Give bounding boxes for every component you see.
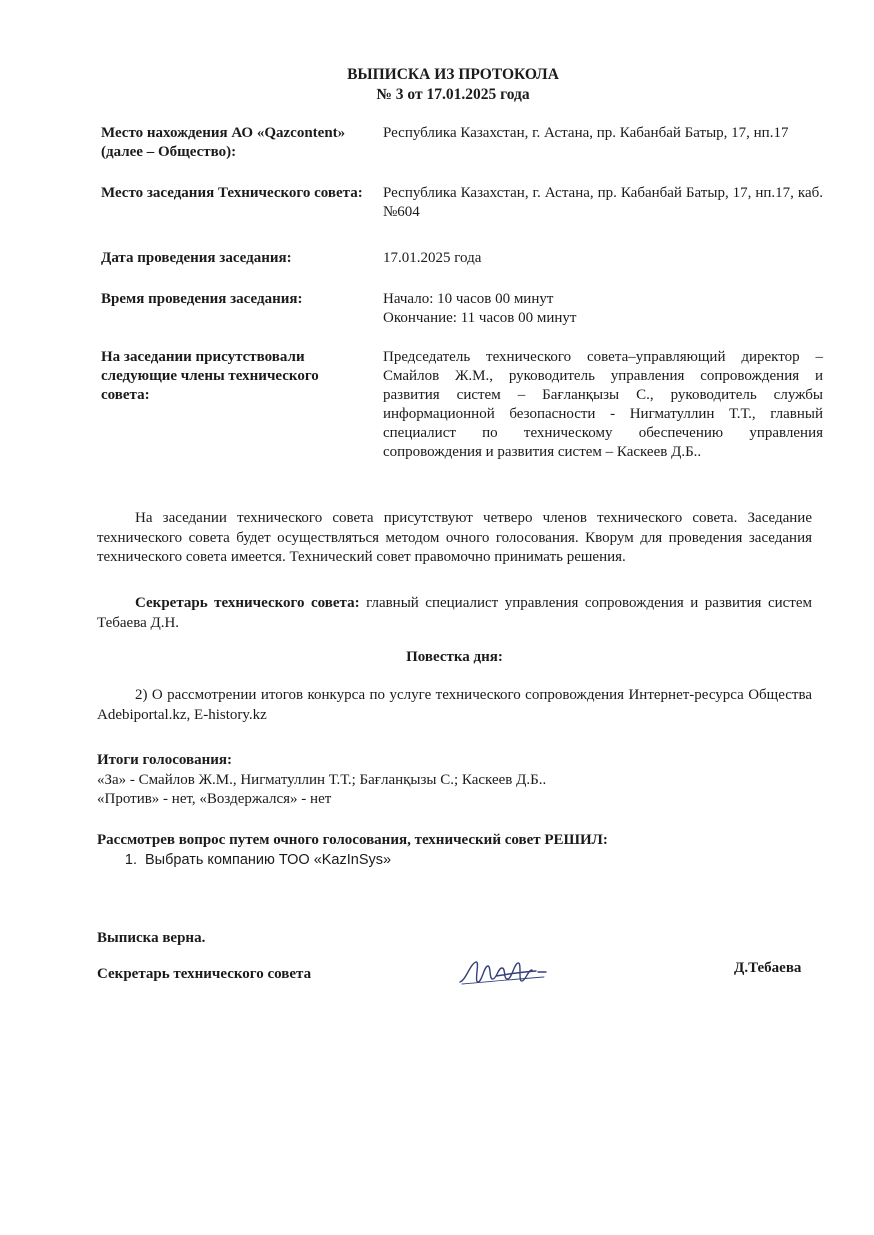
info-row-location: [101, 124, 826, 184]
secretary-label: Секретарь технического совета:: [135, 595, 360, 611]
members-value: Председатель технического совета–управляющий директор – Смайлов Ж.М., руководитель управления сопровождения и развития систем – Бағланқызы С., руководитель службы информационной безопасности - Нигматуллин Т.Т., главный специалист по техническому обеспечению управления сопровождения и развития систем – Каскеев Д.Б..: [383, 349, 823, 460]
secretary-text: главный специалист управления сопровождения и развития систем Тебаева Д.Н.: [97, 595, 812, 631]
info-row-meeting-place: [101, 184, 826, 249]
decision-number: 1.: [124, 851, 137, 868]
signature-icon: [456, 952, 552, 992]
votes-for: «За» - Смайлов Ж.М., Нигматуллин Т.Т.; Бағланқызы С.; Каскеев Д.Б..: [97, 771, 547, 788]
title-line-2: № 3 от 17.01.2025 года: [376, 86, 530, 103]
time-value: [383, 290, 823, 348]
quorum-paragraph: На заседании технического совета присутствуют четверо членов технического совета. Заседание технического совета будет осуществляться методом очного голосования. Кворум для проведения заседания технического совета имеется. Технический совет правомочно принимать решения.: [97, 510, 812, 565]
document-title: [0, 65, 874, 105]
info-table: [101, 124, 826, 462]
verified-note: Выписка верна.: [97, 930, 206, 946]
date-label: Дата проведения заседания:: [101, 250, 292, 266]
decision-item-row: [97, 851, 812, 871]
secretary-paragraph: [97, 594, 812, 633]
location-label: Место нахождения АО «Qazcontent» (далее – Общество):: [101, 125, 346, 160]
info-row-date: [101, 249, 826, 290]
time-start: Начало: 10 часов 00 минут: [383, 291, 554, 307]
members-label: На заседании присутствовали следующие члены технического совета:: [101, 349, 319, 403]
title-line-1: ВЫПИСКА ИЗ ПРОТОКОЛА: [347, 66, 559, 83]
time-label: Время проведения заседания:: [101, 291, 303, 307]
date-value: 17.01.2025 года: [383, 250, 482, 266]
votes-title: Итоги голосования:: [97, 752, 232, 768]
decision-title: Рассмотрев вопрос путем очного голосования, технический совет РЕШИЛ:: [97, 832, 608, 848]
location-value: Республика Казахстан, г. Астана, пр. Кабанбай Батыр, 17, нп.17: [383, 125, 789, 141]
signer-name: Д.Тебаева: [734, 960, 802, 976]
signer-role: Секретарь технического совета: [97, 966, 312, 982]
info-row-time: [101, 290, 826, 348]
votes-against: «Против» - нет, «Воздержался» - нет: [97, 791, 332, 807]
votes-block: [97, 751, 812, 810]
agenda-title: Повестка дня:: [406, 649, 503, 665]
info-row-members: [101, 348, 826, 462]
meeting-place-value: Республика Казахстан, г. Астана, пр. Кабанбай Батыр, 17, нп.17, каб. №604: [383, 185, 823, 220]
decision-item: Выбрать компанию ТОО «KazInSys»: [145, 851, 392, 868]
meeting-place-label: Место заседания Технического совета:: [101, 185, 363, 201]
agenda-item: 2) О рассмотрении итогов конкурса по услуге технического сопровождения Интернет-ресурса Общества Adebiportal.kz, E-history.kz: [97, 687, 812, 723]
time-end: Окончание: 11 часов 00 минут: [383, 310, 577, 326]
decision-block: [97, 831, 812, 870]
